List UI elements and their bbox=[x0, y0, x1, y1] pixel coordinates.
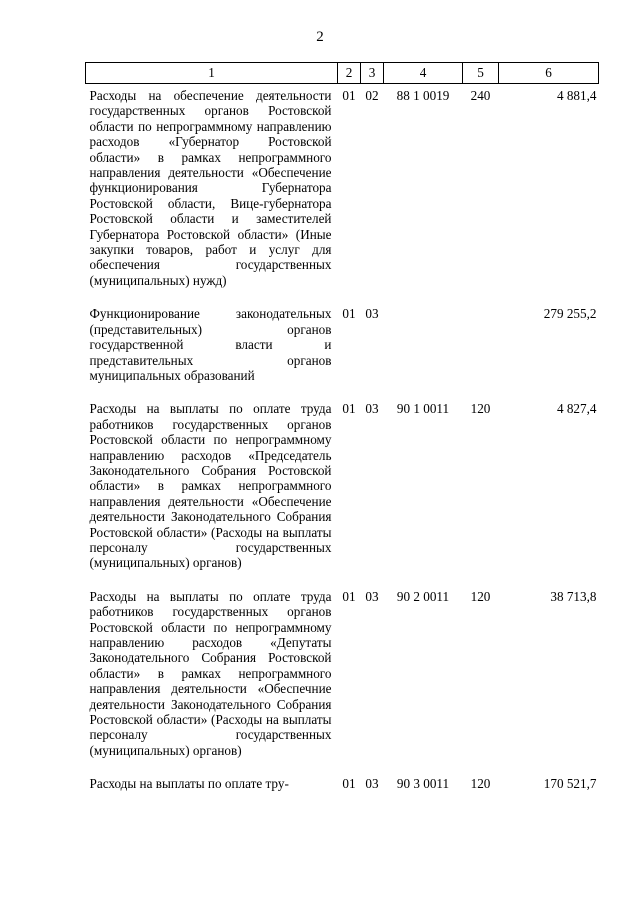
header-col-2: 2 bbox=[338, 63, 361, 84]
page-number: 2 bbox=[316, 29, 324, 45]
row-amount: 4 827,4 bbox=[556, 401, 597, 417]
row-amount: 170 521,7 bbox=[543, 776, 597, 792]
row-amount: 279 255,2 bbox=[543, 306, 597, 322]
row-subsection-code: 03 bbox=[365, 401, 379, 417]
row-amount: 4 881,4 bbox=[556, 88, 597, 103]
row-subsection-code: 02 bbox=[365, 88, 379, 103]
row-section-code: 01 bbox=[342, 776, 356, 792]
table-row bbox=[86, 772, 599, 805]
row-target-article-code: 90 1 0011 bbox=[396, 401, 450, 417]
row-target-article-code: 90 3 0011 bbox=[396, 776, 450, 792]
row-expense-type-code: 120 bbox=[470, 401, 491, 417]
row-description: Расходы на выплаты по оплате труда работников государственных органов Ростовской области по непрограммному направлению расходов «Депутаты Законодательного Собрания Ростовской области» в рамках непрограммного направления деятельности «Обеспечние деятельности Законодательного Собрания Ростовской области» (Расходы на выплаты персоналу государственных (муниципальных) органов) bbox=[89, 588, 332, 758]
row-description: Расходы на выплаты по оплате тру- bbox=[89, 776, 289, 792]
row-subsection-code: 03 bbox=[365, 588, 379, 604]
row-expense-type-code: 120 bbox=[470, 588, 491, 604]
budget-table bbox=[85, 62, 599, 806]
row-amount: 38 713,8 bbox=[550, 588, 597, 604]
row-target-article-code: 88 1 0019 bbox=[396, 88, 450, 103]
row-section-code: 01 bbox=[342, 588, 356, 604]
row-expense-type-code bbox=[463, 302, 499, 397]
row-target-article-code: 90 2 0011 bbox=[396, 588, 450, 604]
row-section-code: 01 bbox=[342, 306, 356, 322]
row-expense-type-code: 240 bbox=[470, 88, 491, 103]
header-col-5: 5 bbox=[463, 63, 499, 84]
row-subsection-code: 03 bbox=[365, 776, 379, 792]
table-row bbox=[86, 397, 599, 584]
header-col-6: 6 bbox=[499, 63, 599, 84]
header-col-4: 4 bbox=[384, 63, 463, 84]
row-section-code: 01 bbox=[342, 88, 356, 103]
header-row bbox=[86, 63, 599, 84]
table-row bbox=[86, 302, 599, 397]
table-row bbox=[86, 84, 599, 303]
row-description: Расходы на обеспечение деятельности государственных органов Ростовской области по непрограммному направлению расходов «Губернатор Ростовской области» в рамках непрограммного направления деятельности «Обеспечение функционирования Губернатора Ростовской области, Вице-губернатора Ростовской области и заместителей Губернатора Ростовской области» (Иные закупки товаров, работ и услуг для обеспечения государственных (муниципальных) нужд) bbox=[89, 88, 332, 288]
table-row bbox=[86, 585, 599, 772]
header-col-3: 3 bbox=[361, 63, 384, 84]
header-col-1: 1 bbox=[86, 63, 338, 84]
row-section-code: 01 bbox=[342, 401, 356, 417]
row-description: Расходы на выплаты по оплате труда работников государственных органов Ростовской области по непрограммному направлению расходов «Председатель Законодательного Собрания Ростовской области» в рамках непрограммного направления деятельности «Обеспечение деятельности Законодательного Собрания Ростовской области» (Расходы на выплаты персоналу государственных (муниципальных) органов) bbox=[89, 401, 332, 571]
row-target-article-code bbox=[384, 302, 463, 397]
row-subsection-code: 03 bbox=[365, 306, 379, 322]
row-expense-type-code: 120 bbox=[470, 776, 491, 792]
row-description: Функционирование законодательных (представительных) органов государственной власти и представительных органов муниципальных образований bbox=[89, 306, 332, 383]
